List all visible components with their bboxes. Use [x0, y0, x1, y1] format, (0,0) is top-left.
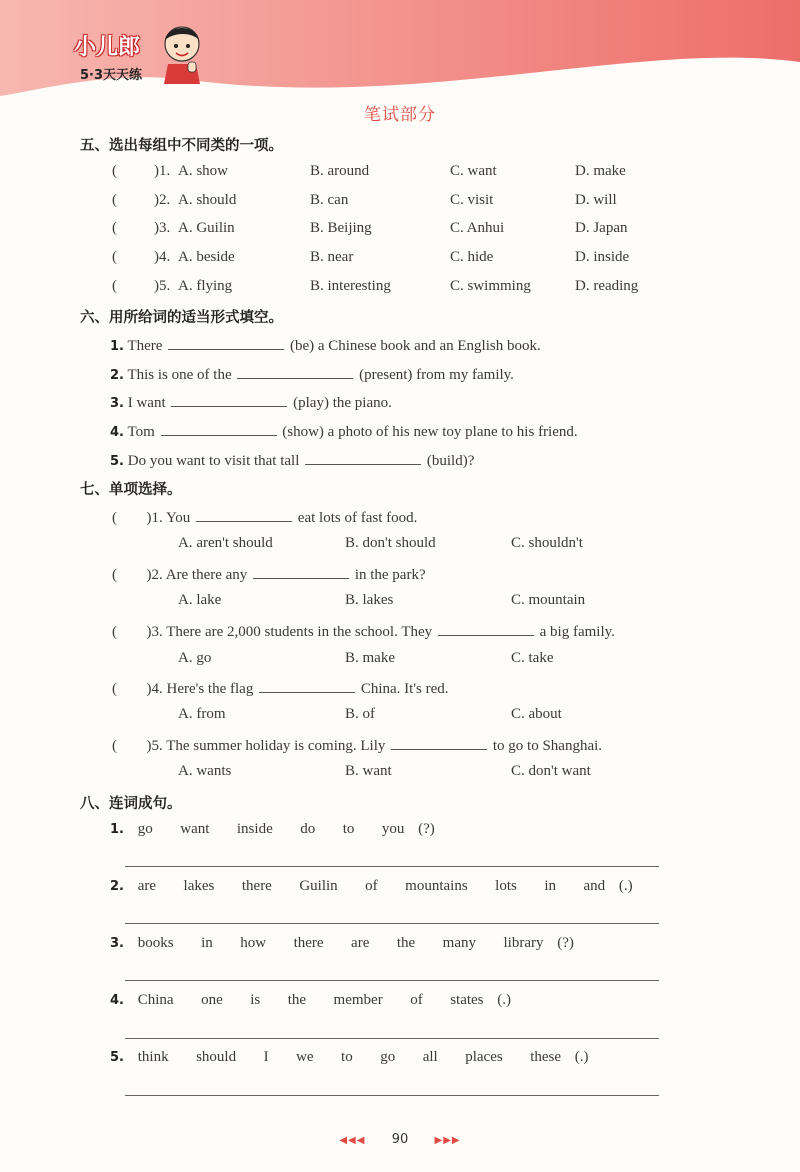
question-text-after: (show) a photo of his new toy plane to his friend.	[282, 424, 578, 440]
question-number: )2.	[146, 567, 163, 583]
option-d: D. Japan	[575, 220, 628, 236]
answer-blank[interactable]	[196, 507, 292, 522]
option-b: B. Beijing	[310, 220, 372, 236]
mascot-icon	[158, 22, 206, 84]
question-number: 1.	[110, 822, 124, 837]
answer-paren: (	[112, 192, 117, 208]
answer-blank[interactable]	[305, 450, 421, 465]
option-c: C. Anhui	[450, 220, 505, 236]
option-d: D. reading	[575, 278, 639, 294]
s7-question-2	[112, 564, 426, 584]
option-a: A. show	[178, 163, 229, 179]
question-number: )1.	[146, 510, 163, 526]
question-text-after: China. It's red.	[360, 681, 449, 697]
question-number: 3.	[110, 396, 124, 411]
answer-blank[interactable]	[259, 678, 355, 693]
prev-arrows-icon: ◀◀◀	[339, 1135, 366, 1146]
question-number: 1.	[110, 339, 124, 354]
option-d: D. make	[575, 163, 626, 179]
option-a: A. aren't should	[178, 535, 273, 551]
answer-line-5[interactable]	[125, 1095, 659, 1096]
question-text-after: to go to Shanghai.	[492, 738, 603, 754]
option-a: A. flying	[178, 278, 233, 294]
option-d: D. will	[575, 192, 617, 208]
question-number: 3.	[110, 936, 124, 951]
s8-question-1	[110, 821, 435, 838]
answer-paren: (	[112, 220, 117, 236]
question-text-after: (be) a Chinese book and an English book.	[289, 338, 541, 354]
brand-logo	[74, 30, 204, 90]
section-8-heading: 八、连词成句。	[80, 796, 182, 812]
question-text-after: eat lots of fast food.	[297, 510, 418, 526]
option-c: C. want	[450, 163, 497, 179]
s6-question-3	[110, 392, 392, 412]
brand-subtitle: 5·3天天练	[80, 68, 143, 83]
question-text-after: a big family.	[539, 624, 615, 640]
brand-name: 小儿郎	[74, 35, 141, 60]
s6-question-5	[110, 450, 474, 470]
option-a: A. from	[178, 706, 226, 722]
answer-line-1[interactable]	[125, 866, 659, 867]
question-number: 2.	[110, 879, 124, 894]
s7-question-1	[112, 507, 417, 527]
question-text-before: The summer holiday is coming. Lily	[166, 738, 386, 754]
answer-blank[interactable]	[391, 735, 487, 750]
question-text-before: Tom	[127, 424, 155, 440]
page-footer	[0, 1132, 800, 1147]
answer-paren: (	[112, 163, 117, 179]
scrambled-words: books in how there are the many library (?)	[137, 935, 574, 951]
s6-question-4	[110, 421, 578, 441]
question-text-after: (present) from my family.	[359, 367, 514, 383]
answer-line-2[interactable]	[125, 923, 659, 924]
s6-question-1	[110, 335, 541, 355]
question-number: )1.	[154, 163, 171, 179]
question-number: )5.	[154, 278, 171, 294]
option-d: D. inside	[575, 249, 630, 265]
option-b: B. make	[345, 650, 395, 666]
answer-line-3[interactable]	[125, 980, 659, 981]
answer-paren: (	[112, 567, 117, 583]
option-a: A. Guilin	[178, 220, 235, 236]
scrambled-words: think should I we to go all places these (.)	[137, 1049, 589, 1065]
s8-question-4	[110, 992, 511, 1009]
answer-paren: (	[112, 510, 117, 526]
question-number: )4.	[154, 249, 171, 265]
option-c: C. hide	[450, 249, 494, 265]
option-b: B. of	[345, 706, 375, 722]
option-a: A. lake	[178, 592, 222, 608]
answer-blank[interactable]	[438, 621, 534, 636]
option-b: B. want	[345, 763, 392, 779]
answer-blank[interactable]	[253, 564, 349, 579]
option-c: C. visit	[450, 192, 494, 208]
option-b: B. interesting	[310, 278, 391, 294]
scrambled-words: go want inside do to you (?)	[137, 821, 435, 837]
answer-paren: (	[112, 738, 117, 754]
answer-blank[interactable]	[237, 364, 353, 379]
question-number: 5.	[110, 454, 124, 469]
option-a: A. wants	[178, 763, 232, 779]
question-number: 5.	[110, 1050, 124, 1065]
page-number: 90	[391, 1132, 409, 1147]
s7-question-4	[112, 678, 449, 698]
s8-question-5	[110, 1049, 589, 1066]
option-c: C. shouldn't	[511, 535, 583, 551]
option-a: A. beside	[178, 249, 235, 265]
answer-blank[interactable]	[161, 421, 277, 436]
answer-paren: (	[112, 278, 117, 294]
section-5-heading: 五、选出每组中不同类的一项。	[80, 138, 283, 154]
question-text-before: Here's the flag	[166, 681, 254, 697]
question-text-after: (build)?	[426, 453, 475, 469]
question-number: )5.	[146, 738, 163, 754]
answer-blank[interactable]	[168, 335, 284, 350]
s7-question-3	[112, 621, 615, 641]
question-text-before: Are there any	[165, 567, 248, 583]
question-number: 4.	[110, 993, 124, 1008]
question-text-after: (play) the piano.	[293, 395, 392, 411]
option-c: C. about	[511, 706, 562, 722]
question-text-after: in the park?	[354, 567, 426, 583]
question-number: 2.	[110, 368, 124, 383]
answer-blank[interactable]	[171, 392, 287, 407]
option-b: B. near	[310, 249, 354, 265]
question-number: 4.	[110, 425, 124, 440]
option-b: B. around	[310, 163, 370, 179]
question-number: )3.	[154, 220, 171, 236]
question-text-before: There are 2,000 students in the school. They	[166, 624, 433, 640]
scrambled-words: are lakes there Guilin of mountains lots in and (.)	[137, 878, 633, 894]
s7-question-5	[112, 735, 602, 755]
question-text-before: I want	[127, 395, 166, 411]
option-c: C. don't want	[511, 763, 591, 779]
answer-line-4[interactable]	[125, 1038, 659, 1039]
next-arrows-icon: ▶▶▶	[434, 1135, 461, 1146]
section-7-heading: 七、单项选择。	[80, 482, 182, 498]
option-a: A. go	[178, 650, 212, 666]
page-title: 笔试部分	[364, 105, 436, 125]
question-number: )3.	[146, 624, 163, 640]
question-text-before: Do you want to visit that tall	[127, 453, 300, 469]
scrambled-words: China one is the member of states (.)	[137, 992, 512, 1008]
s8-question-3	[110, 935, 574, 952]
question-text-before: This is one of the	[127, 367, 232, 383]
section-6-heading: 六、用所给词的适当形式填空。	[80, 310, 283, 326]
option-c: C. swimming	[450, 278, 531, 294]
s6-question-2	[110, 364, 514, 384]
question-number: )2.	[154, 192, 171, 208]
option-b: B. lakes	[345, 592, 394, 608]
question-number: )4.	[146, 681, 163, 697]
answer-paren: (	[112, 624, 117, 640]
s8-question-2	[110, 878, 633, 895]
option-c: C. take	[511, 650, 554, 666]
question-text-before: There	[127, 338, 163, 354]
option-c: C. mountain	[511, 592, 586, 608]
answer-paren: (	[112, 249, 117, 265]
question-text-before: You	[165, 510, 191, 526]
option-b: B. can	[310, 192, 349, 208]
option-b: B. don't should	[345, 535, 436, 551]
option-a: A. should	[178, 192, 237, 208]
answer-paren: (	[112, 681, 117, 697]
